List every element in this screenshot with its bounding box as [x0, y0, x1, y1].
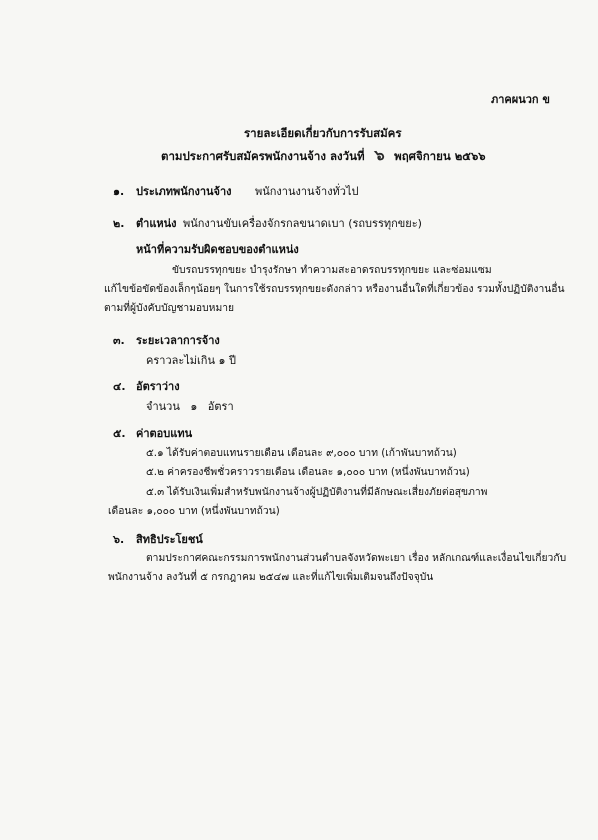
section6-line1: ตามประกาศคณะกรรมการพนักงานส่วนตำบลจังหวัดพะเยา เรื่อง หลักเกณฑ์และเงื่อนไขเกี่ยวกับ	[146, 552, 567, 564]
appendix-label: ภาคผนวก ข	[491, 93, 550, 106]
section6-number: ๖.	[113, 533, 125, 546]
duties-heading: หน้าที่ความรับผิดชอบของตำแหน่ง	[136, 243, 299, 256]
section5-label: ค่าตอบแทน	[136, 427, 193, 440]
section3-number: ๓.	[113, 334, 125, 347]
section5-item2: ๕.๒ ค่าครองชีพชั่วคราวรายเดือน เดือนละ ๑,๐๐๐ บาท (หนึ่งพันบาทถ้วน)	[146, 466, 470, 478]
subtitle-suffix: พฤศจิกายน ๒๕๖๖	[394, 149, 486, 163]
duties-line2: แก้ไขข้อขัดข้องเล็กๆน้อยๆ ในการใช้รถบรรทุกขยะดังกล่าว หรืองานอื่นใดที่เกี่ยวข้อง รวมทั้งปฏิบัติงานอื่น	[104, 283, 565, 295]
section3-value: คราวละไม่เกิน ๑ ปี	[146, 354, 236, 367]
handwritten-day: ๖	[373, 145, 386, 165]
section1-number: ๑.	[113, 185, 125, 198]
section4-value: จำนวน ๑ อัตรา	[146, 400, 234, 413]
section2-value: พนักงานขับเครื่องจักรกลขนาดเบา (รถบรรทุกขยะ)	[183, 217, 422, 230]
section5-number: ๕.	[113, 427, 126, 440]
section3-label: ระยะเวลาการจ้าง	[136, 334, 220, 347]
section5-item3-line1: ๕.๓ ได้รับเงินเพิ่มสำหรับพนักงานจ้างผู้ปฏิบัติงานที่มีลักษณะเสี่ยงภัยต่อสุขภาพ	[146, 486, 488, 498]
section6-label: สิทธิประโยชน์	[136, 533, 203, 546]
section1-label: ประเภทพนักงานจ้าง	[136, 185, 232, 198]
document-title: รายละเอียดเกี่ยวกับการรับสมัคร	[244, 126, 402, 140]
section5-item3-line2: เดือนละ ๑,๐๐๐ บาท (หนึ่งพันบาทถ้วน)	[108, 505, 280, 517]
section4-number: ๔.	[113, 380, 126, 393]
section4-label: อัตราว่าง	[136, 380, 180, 393]
section2-number: ๒.	[113, 217, 125, 230]
document-subtitle	[161, 145, 486, 165]
duties-line3: ตามที่ผู้บังคับบัญชามอบหมาย	[104, 302, 235, 314]
section2-label: ตำแหน่ง	[136, 217, 177, 230]
section5-item1: ๕.๑ ได้รับค่าตอบแทนรายเดือน เดือนละ ๙,๐๐๐ บาท (เก้าพันบาทถ้วน)	[146, 447, 457, 459]
subtitle-prefix: ตามประกาศรับสมัครพนักงานจ้าง ลงวันที่	[161, 149, 365, 163]
section6-line2: พนักงานจ้าง ลงวันที่ ๕ กรกฎาคม ๒๕๔๗ และที่แก้ไขเพิ่มเติมจนถึงปัจจุบัน	[108, 571, 434, 583]
duties-line1: ขับรถบรรทุกขยะ บำรุงรักษา ทำความสะอาดรถบรรทุกขยะ และซ่อมแซม	[172, 264, 492, 276]
section1-value: พนักงานงานจ้างทั่วไป	[255, 185, 359, 198]
